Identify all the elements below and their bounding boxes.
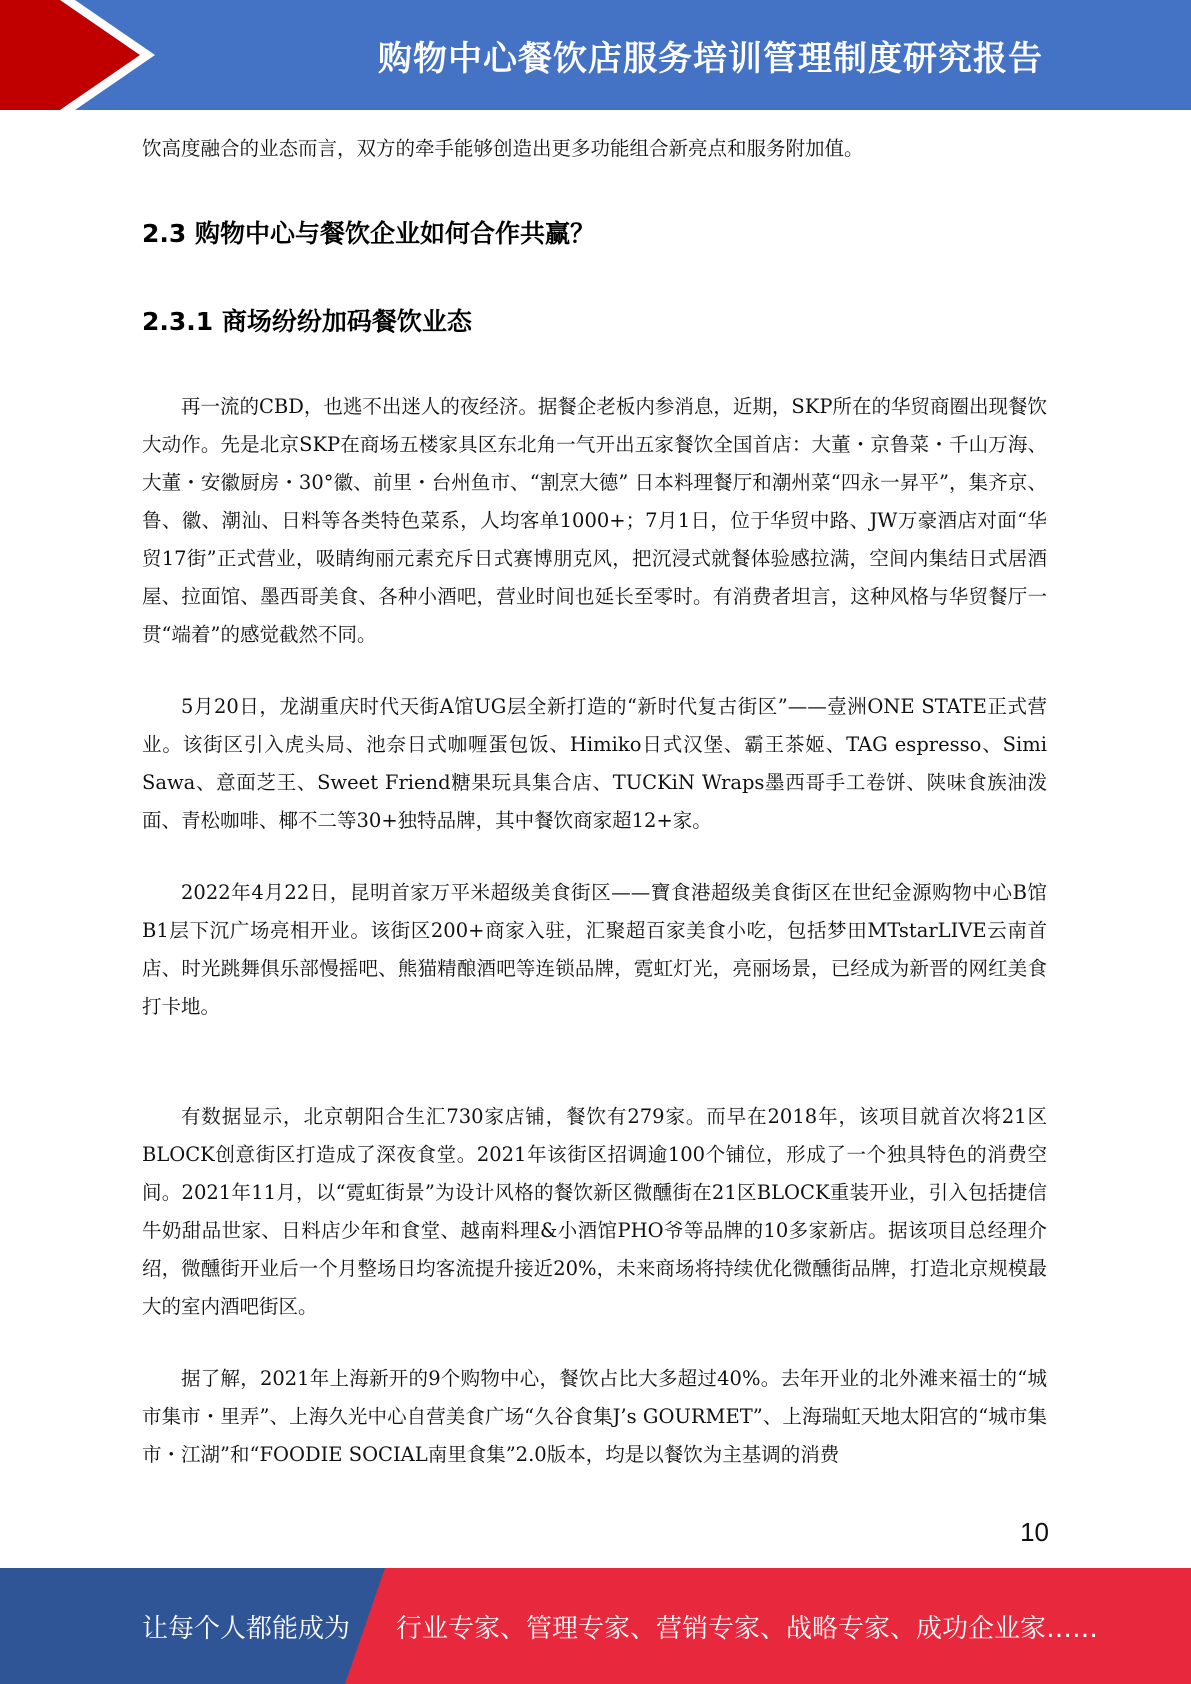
body-paragraph: 再一流的CBD，也逃不出迷人的夜经济。据餐企老板内参消息，近期，SKP所在的华贸商圈出现餐饮大动作。先是北京SKP在商场五楼家具区东北角一气开出五家餐饮全国首店：大董・京鲁菜・千山万海、大董・安徽厨房・30°徽、前里・台州鱼市、“割烹大德” 日本料理餐厅和潮州菜“四永一昇平”，集齐京、鲁、徽、潮汕、日料等各类特色菜系，人均客单1000+；7月1日，位于华贸中路、JW万豪酒店对面“华贸17街”正式营业，吸睛绚丽元素充斥日式赛博朋克风，把沉浸式就餐体验感拉满，空间内集结日式居酒屋、拉面馆、墨西哥美食、各种小酒吧，营业时间也延长至零时。有消费者坦言，这种风格与华贸餐厅一贯“端着”的感觉截然不同。 bbox=[142, 395, 1047, 646]
subsection-heading: 2.3.1 商场纷纷加码餐饮业态 bbox=[142, 307, 472, 336]
body-paragraph: 据了解，2021年上海新开的9个购物中心，餐饮占比大多超过40%。去年开业的北外滩来福士的“城市集市・里弄”、上海久光中心自营美食广场“久谷食集J’s GOURMET”、上海瑞虹天地太阳宫的“城市集市・江湖”和“FOODIE SOCIAL南里食集”2.0版本，均是以餐饮为主基调的消费 bbox=[142, 1367, 1047, 1466]
intro-paragraph: 饮高度融合的业态而言，双方的牵手能够创造出更多功能组合新亮点和服务附加值。 bbox=[142, 137, 864, 160]
body-paragraph: 2022年4月22日，昆明首家万平米超级美食街区——寶食港超级美食街区在世纪金源购物中心B馆B1层下沉广场亮相开业。该街区200+商家入驻，汇聚超百家美食小吃，包括梦田MTstarLIVE云南首店、时光跳舞俱乐部慢摇吧、熊猫精酿酒吧等连锁品牌，霓虹灯光，亮丽场景，已经成为新晋的网红美食打卡地。 bbox=[142, 881, 1047, 1018]
page-number: 10 bbox=[1020, 1517, 1049, 1547]
section-heading: 2.3 购物中心与餐饮企业如何合作共赢？ bbox=[142, 219, 595, 248]
page-content bbox=[142, 130, 1047, 1474]
page-header bbox=[0, 0, 1191, 110]
page-footer bbox=[0, 1568, 1191, 1684]
footer-slogan-right: 行业专家、管理专家、营销专家、战略专家、成功企业家…… bbox=[396, 1613, 1099, 1644]
body-paragraph: 有数据显示，北京朝阳合生汇730家店铺，餐饮有279家。而早在2018年，该项目就首次将21区BLOCK创意街区打造成了深夜食堂。2021年该街区招调逾100个铺位，形成了一个独具特色的消费空间。2021年11月，以“霓虹街景”为设计风格的餐饮新区微醺街在21区BLOCK重装开业，引入包括捷信牛奶甜品世家、日料店少年和食堂、越南料理&小酒馆PHO爷等品牌的10多家新店。据该项目总经理介绍，微醺街开业后一个月整场日均客流提升接近20%，未来商场将持续优化微醺街品牌，打造北京规模最大的室内酒吧街区。 bbox=[142, 1105, 1047, 1318]
body-paragraph: 5月20日，龙湖重庆时代天街A馆UG层全新打造的“新时代复古街区”——壹洲ONE STATE正式营业。该街区引入虎头局、池奈日式咖喱蛋包饭、Himiko日式汉堡、霸王茶姬、TAG espresso、Simi Sawa、意面芝王、Sweet Friend糖果玩具集合店、TUCKiN Wraps墨西哥手工卷饼、陕味食族油泼面、青松咖啡、椰不二等30+独特品牌，其中餐饮商家超12+家。 bbox=[142, 695, 1047, 832]
report-title: 购物中心餐饮店服务培训管理制度研究报告 bbox=[378, 38, 1043, 79]
footer-slogan-left: 让每个人都能成为 bbox=[142, 1613, 351, 1644]
